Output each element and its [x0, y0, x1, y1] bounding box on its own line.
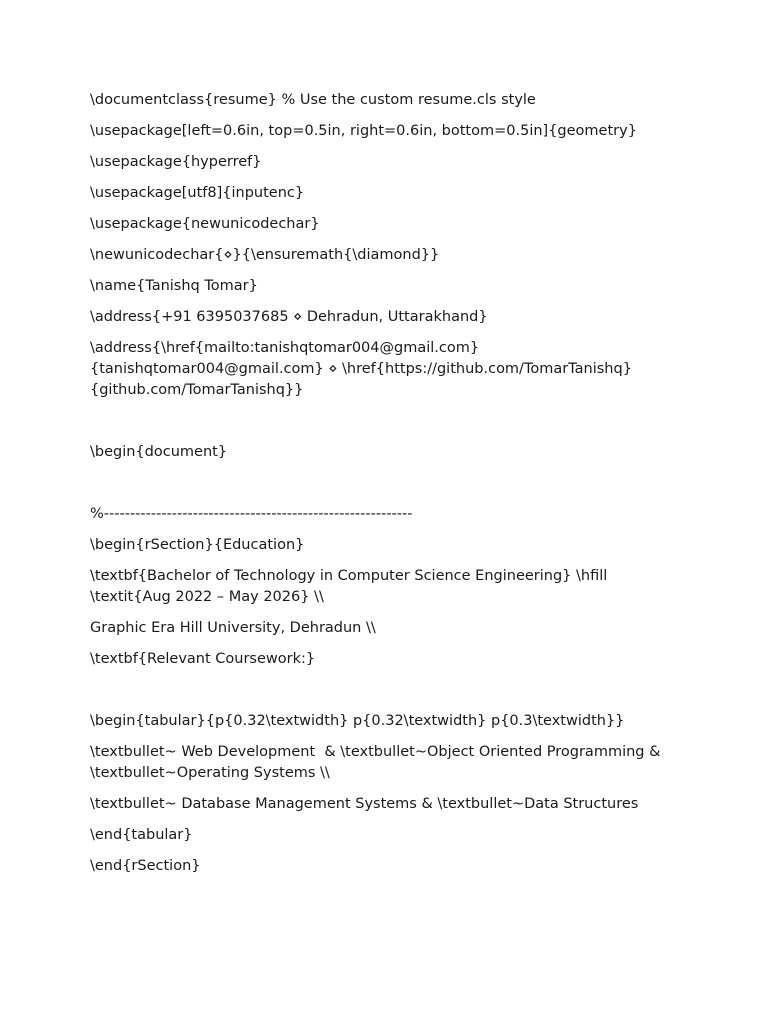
text-line: \begin{tabular}{p{0.32\textwidth} p{0.32\textwidth} p{0.3\textwidth}} [90, 713, 625, 729]
text-line: \begin{rSection}{Education} [90, 537, 305, 553]
text-line: \end{rSection} [90, 858, 201, 874]
text-line: \textbf{Relevant Coursework:} [90, 651, 316, 667]
text-line: \textbullet~ Web Development & \textbullet~Object Oriented Programming & \textbullet~Operating Systems \\ [90, 744, 666, 781]
text-line: \begin{document} [90, 444, 228, 460]
text-line: \address{+91 6395037685 ⋄ Dehradun, Uttarakhand} [90, 309, 488, 325]
text-line: \name{Tanishq Tomar} [90, 278, 258, 294]
document-page [90, 90, 690, 887]
text-line: \textbullet~ Database Management Systems & \textbullet~Data Structures [90, 796, 639, 812]
text-line: \textbf{Bachelor of Technology in Computer Science Engineering} \hfill \textit{Aug 2022 – May 2026} \\ [90, 568, 612, 605]
text-line: \address{\href{mailto:tanishqtomar004@gmail.com}{tanishqtomar004@gmail.com} ⋄ \href{https://github.com/TomarTanishq}{github.com/TomarTanishq}} [90, 340, 632, 398]
text-line: \newunicodechar{⋄}{\ensuremath{\diamond}} [90, 247, 440, 263]
text-line: Graphic Era Hill University, Dehradun \\ [90, 620, 376, 636]
text-line: \documentclass{resume} % Use the custom resume.cls style [90, 92, 536, 108]
text-line: \usepackage[utf8]{inputenc} [90, 185, 305, 201]
text-line: \usepackage{newunicodechar} [90, 216, 320, 232]
text-line: \usepackage[left=0.6in, top=0.5in, right=0.6in, bottom=0.5in]{geometry} [90, 123, 637, 139]
text-line: \usepackage{hyperref} [90, 154, 262, 170]
comment-divider-line: %----------------------------------------------------------- [90, 506, 413, 522]
text-line: \end{tabular} [90, 827, 193, 843]
blank-line [90, 680, 690, 701]
blank-line [90, 411, 690, 432]
blank-line [90, 473, 690, 494]
